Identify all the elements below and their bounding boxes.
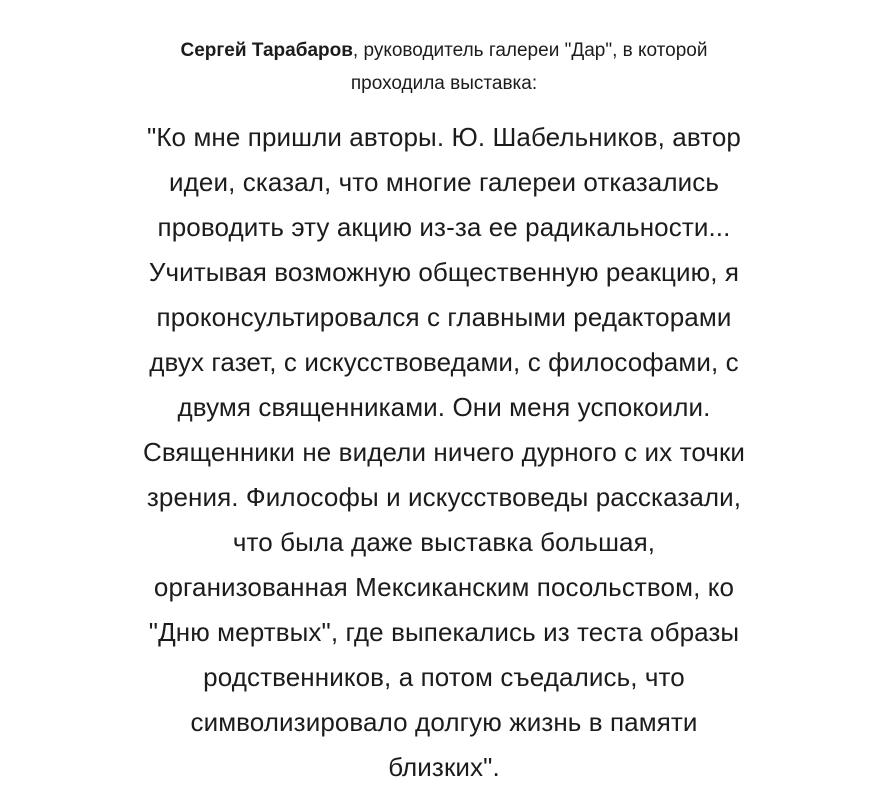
quote-line: символизировало долгую жизнь в памяти xyxy=(190,707,698,737)
quote-line: проконсультировался с главными редакторами xyxy=(156,302,732,332)
quote-line: двумя священниками. Они меня успокоили. xyxy=(177,392,711,422)
quote-line: двух газет, с искусствоведами, с философами, с xyxy=(149,347,739,377)
quote-line: родственников, а потом съедались, что xyxy=(203,662,685,692)
quote-line: "Дню мертвых", где выпекались из теста образы xyxy=(148,617,740,647)
intro-line xyxy=(0,34,888,67)
speaker-role: , руководитель галереи "Дар", в которой xyxy=(352,40,708,61)
quote-line: Священники не видели ничего дурного с их точки xyxy=(142,437,746,467)
quote-line: "Ко мне пришли авторы. Ю. Шабельников, автор xyxy=(146,122,741,152)
quote-line: Учитывая возможную общественную реакцию, я xyxy=(148,257,740,287)
quote-line: что была даже выставка большая, xyxy=(232,527,656,557)
quote-line: идеи, сказал, что многие галереи отказались xyxy=(169,167,719,197)
quote-line: проводить эту акцию из-за ее радикальности... xyxy=(157,212,731,242)
quote-line: близких". xyxy=(388,752,500,782)
quote-line: организованная Мексиканским посольством, ко xyxy=(153,572,735,602)
intro-line: проходила выставка: xyxy=(350,73,538,94)
speaker-name: Сергей Тарабаров xyxy=(180,40,353,61)
quote-paragraph xyxy=(0,115,888,790)
quote-line: зрения. Философы и искусствоведы рассказали, xyxy=(146,482,742,512)
intro-paragraph xyxy=(0,34,888,100)
